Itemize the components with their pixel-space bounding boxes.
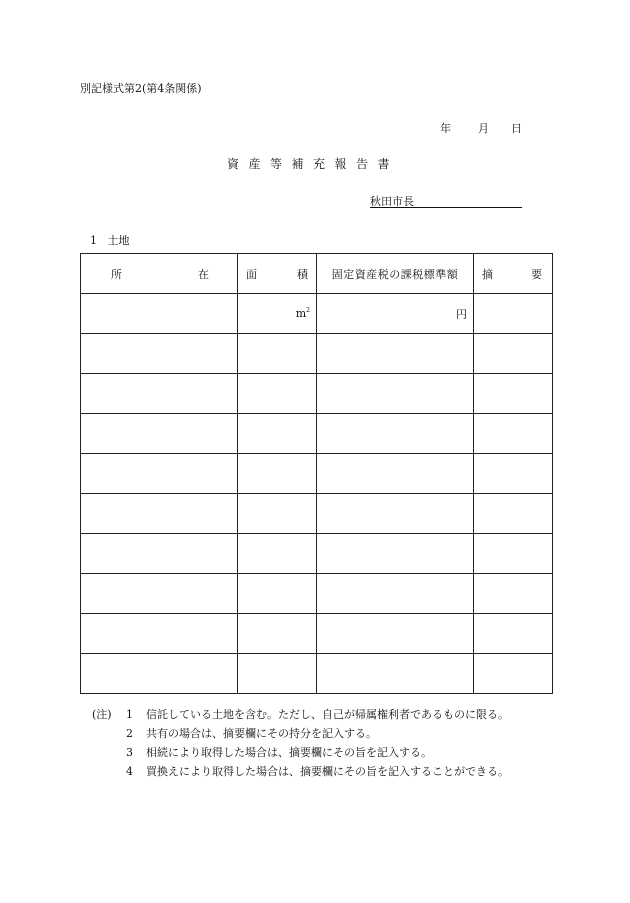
value-cell[interactable]: [317, 454, 474, 494]
area-cell[interactable]: $m^2$: [238, 294, 317, 334]
table-row: [81, 654, 553, 694]
remarks-cell[interactable]: [474, 534, 553, 574]
table-row: [81, 534, 553, 574]
remarks-cell[interactable]: [474, 494, 553, 534]
value-cell[interactable]: [317, 574, 474, 614]
header-tax-base-value: 固定資産税の課税標準額: [317, 254, 474, 294]
remarks-cell[interactable]: [474, 294, 553, 334]
section-number: 1: [90, 234, 97, 247]
value-cell[interactable]: [317, 614, 474, 654]
table-row: [81, 454, 553, 494]
remarks-cell[interactable]: [474, 654, 553, 694]
header-area: 面 積: [238, 254, 317, 294]
area-cell[interactable]: [238, 494, 317, 534]
table-row: [81, 294, 553, 334]
location-cell[interactable]: [81, 414, 238, 454]
area-cell[interactable]: [238, 654, 317, 694]
area-cell[interactable]: [238, 614, 317, 654]
note-item: 4 買換えにより取得した場合は、摘要欄にその旨を記入することができる。: [126, 765, 509, 778]
location-cell[interactable]: [81, 574, 238, 614]
table-row: [81, 414, 553, 454]
value-cell[interactable]: [317, 374, 474, 414]
note-item: (注) 1 信託している土地を含む。ただし、自己が帰属権利者であるものに限る。: [92, 705, 509, 724]
value-cell[interactable]: [317, 334, 474, 374]
document-title: 資産等補充報告書: [227, 157, 400, 171]
location-cell[interactable]: [81, 454, 238, 494]
header-location: 所 在: [81, 254, 238, 294]
form-number: 別記様式第2(第4条関係): [80, 82, 202, 95]
table-header-row: [81, 254, 553, 294]
recipient-name: 秋田市長: [370, 195, 414, 208]
remarks-cell[interactable]: [474, 454, 553, 494]
date-month-label: 月: [478, 122, 489, 135]
value-cell[interactable]: [317, 494, 474, 534]
note-item: 3 相続により取得した場合は、摘要欄にその旨を記入する。: [126, 746, 432, 759]
value-cell[interactable]: [317, 414, 474, 454]
table-row: [81, 334, 553, 374]
location-cell[interactable]: [81, 494, 238, 534]
table-row: [81, 574, 553, 614]
location-cell[interactable]: [81, 294, 238, 334]
remarks-cell[interactable]: [474, 414, 553, 454]
location-cell[interactable]: [81, 334, 238, 374]
notes-prefix: (注): [92, 708, 112, 721]
area-cell[interactable]: [238, 534, 317, 574]
location-cell[interactable]: [81, 614, 238, 654]
area-cell[interactable]: [238, 454, 317, 494]
remarks-cell[interactable]: [474, 614, 553, 654]
table-row: [81, 374, 553, 414]
note-item: 2 共有の場合は、摘要欄にその持分を記入する。: [126, 727, 377, 740]
location-cell[interactable]: [81, 654, 238, 694]
area-cell[interactable]: [238, 574, 317, 614]
table-row: [81, 614, 553, 654]
value-cell[interactable]: [317, 534, 474, 574]
date-day-label: 日: [511, 122, 522, 135]
land-table: [80, 253, 553, 694]
location-cell[interactable]: [81, 374, 238, 414]
remarks-cell[interactable]: [474, 374, 553, 414]
area-cell[interactable]: [238, 414, 317, 454]
value-cell[interactable]: 円: [317, 294, 474, 334]
table-row: [81, 494, 553, 534]
value-cell[interactable]: [317, 654, 474, 694]
remarks-cell[interactable]: [474, 334, 553, 374]
section-heading: [90, 232, 130, 248]
notes-section: [92, 705, 509, 781]
date-year-label: 年: [440, 122, 451, 135]
recipient-line[interactable]: [370, 193, 522, 208]
remarks-cell[interactable]: [474, 574, 553, 614]
header-remarks: 摘 要: [474, 254, 553, 294]
location-cell[interactable]: [81, 534, 238, 574]
area-cell[interactable]: [238, 374, 317, 414]
section-name: 土地: [107, 234, 130, 247]
area-cell[interactable]: [238, 334, 317, 374]
